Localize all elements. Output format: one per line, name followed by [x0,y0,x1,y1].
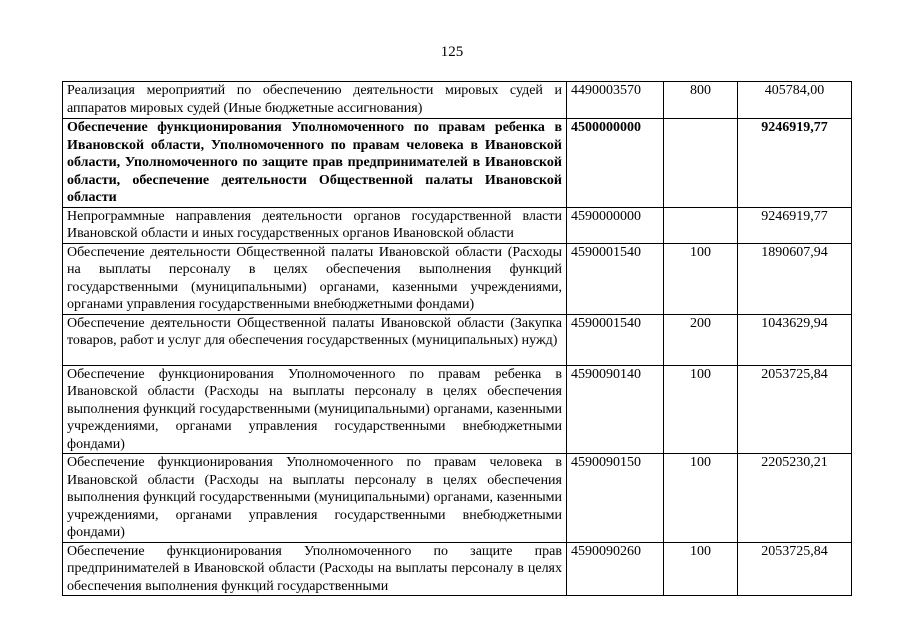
row-expense-type: 100 [664,243,738,314]
row-description: Реализация мероприятий по обеспечению деятельности мировых судей и аппаратов мировых судей (Иные бюджетные ассигнования) [63,82,567,119]
row-code: 4590000000 [567,207,664,243]
row-description: Обеспечение деятельности Общественной палаты Ивановской области (Закупка товаров, работ и услуг для обеспечения государственных (муниципальных) нужд) [63,314,567,365]
table-row [63,243,852,314]
row-description: Обеспечение функционирования Уполномоченного по защите прав предпринимателей в Ивановской области (Расходы на выплаты персоналу в целях обеспечения выполнения функций государственными [63,542,567,596]
row-amount: 9246919,77 [738,119,852,208]
row-amount: 9246919,77 [738,207,852,243]
row-expense-type [664,207,738,243]
row-description: Обеспечение функционирования Уполномоченного по правам ребенка в Ивановской области (Расходы на выплаты персоналу в целях обеспечения выполнения функций государственными (муниципальными) органами, казенными учреждениями, органами управления государственными внебюджетными фондами) [63,365,567,454]
row-code: 4590001540 [567,314,664,365]
table-row [63,207,852,243]
budget-table [62,81,852,596]
row-description: Обеспечение функционирования Уполномоченного по правам человека в Ивановской области (Расходы на выплаты персоналу в целях обеспечения выполнения функций государственными (муниципальными) органами, казенными учреждениями, органами управления государственными внебюджетными фондами) [63,454,567,543]
page-number: 125 [440,44,464,60]
row-amount: 1890607,94 [738,243,852,314]
row-expense-type: 100 [664,542,738,596]
row-amount: 2053725,84 [738,365,852,454]
row-description: Обеспечение деятельности Общественной палаты Ивановской области (Расходы на выплаты персоналу в целях обеспечения выполнения функций государственными (муниципальными) органами, казенными учреждениями, органами управления государственными внебюджетными фондами) [63,243,567,314]
table-row [63,314,852,365]
row-expense-type: 100 [664,454,738,543]
table-row [63,365,852,454]
row-amount: 2053725,84 [738,542,852,596]
row-expense-type: 100 [664,365,738,454]
row-expense-type [664,119,738,208]
row-code: 4590001540 [567,243,664,314]
row-code: 4590090140 [567,365,664,454]
row-description: Обеспечение функционирования Уполномоченного по правам ребенка в Ивановской области, Уполномоченного по правам человека в Ивановской области, Уполномоченного по защите прав предпринимателей в Ивановской области, обеспечение деятельности Общественной палаты Ивановской области [63,119,567,208]
row-expense-type: 800 [664,82,738,119]
row-amount: 2205230,21 [738,454,852,543]
row-amount: 1043629,94 [738,314,852,365]
row-description: Непрограммные направления деятельности органов государственной власти Ивановской области и иных государственных органов Ивановской области [63,207,567,243]
row-expense-type: 200 [664,314,738,365]
table-row [63,542,852,596]
row-amount: 405784,00 [738,82,852,119]
row-code: 4590090150 [567,454,664,543]
table-row [63,82,852,119]
row-code: 4490003570 [567,82,664,119]
row-code: 4590090260 [567,542,664,596]
row-code: 4500000000 [567,119,664,208]
table-row [63,119,852,208]
table-row [63,454,852,543]
